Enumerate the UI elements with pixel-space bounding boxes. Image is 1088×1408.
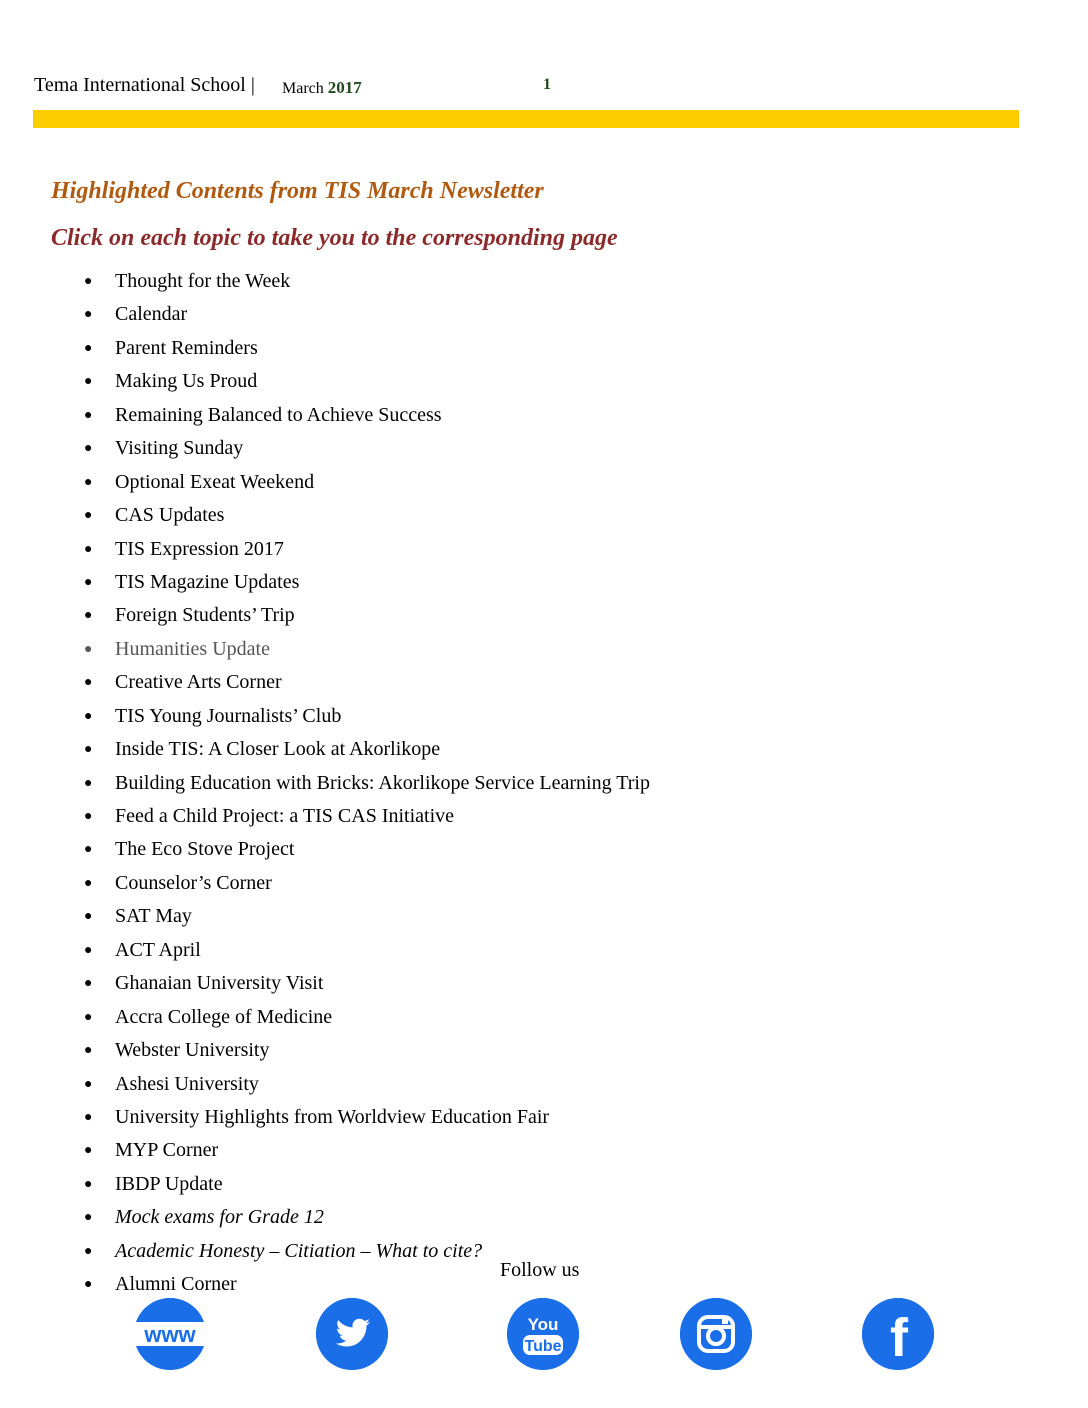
topic-link[interactable] [0, 934, 650, 967]
bullet-icon: ● [84, 1043, 93, 1059]
topic-link[interactable] [0, 1034, 650, 1067]
topic-list [0, 265, 650, 1302]
topic-label: TIS Expression 2017 [115, 537, 284, 560]
topic-label: TIS Magazine Updates [115, 570, 300, 593]
topic-link[interactable] [0, 399, 650, 432]
bullet-icon: ● [84, 942, 93, 958]
topic-label: The Eco Stove Project [115, 838, 295, 861]
youtube-icon[interactable] [507, 1298, 579, 1370]
twitter-icon[interactable] [316, 1298, 388, 1370]
topic-label: Calendar [115, 303, 188, 326]
school-name: Tema International School | [34, 74, 255, 96]
topic-link[interactable] [0, 967, 650, 1000]
topic-label: ACT April [115, 938, 201, 961]
topic-link[interactable] [0, 666, 650, 699]
topic-link[interactable] [0, 867, 650, 900]
issue-date [282, 78, 362, 98]
issue-month: March [282, 80, 324, 97]
bullet-icon: ● [84, 1243, 93, 1259]
bullet-icon: ● [84, 976, 93, 992]
topic-label: Remaining Balanced to Achieve Success [115, 403, 442, 426]
bullet-icon: ● [84, 574, 93, 590]
topic-label: University Highlights from Worldview Education Fair [115, 1105, 550, 1128]
topic-link[interactable] [0, 1168, 650, 1201]
topic-label: Ghanaian University Visit [115, 972, 324, 995]
bullet-icon: ● [84, 842, 93, 858]
bullet-icon: ● [84, 675, 93, 691]
topic-link[interactable] [0, 466, 650, 499]
header-divider-bar [33, 110, 1019, 128]
topic-label: MYP Corner [115, 1139, 219, 1162]
topic-label: Optional Exeat Weekend [115, 470, 315, 493]
topic-link[interactable] [0, 800, 650, 833]
topic-label: Humanities Update [115, 637, 270, 660]
youtube-icon-text-top: You [527, 1315, 559, 1334]
topic-label: Counselor’s Corner [115, 871, 272, 894]
topic-link[interactable] [0, 733, 650, 766]
page-number: 1 [543, 76, 551, 93]
topic-link[interactable] [0, 700, 650, 733]
topic-link[interactable] [0, 599, 650, 632]
facebook-icon-text: f [890, 1308, 908, 1368]
bullet-icon: ● [84, 809, 93, 824]
topic-link[interactable] [0, 432, 650, 465]
bullet-icon: ● [84, 274, 93, 289]
bullet-icon: ● [84, 1109, 93, 1125]
topic-label: Alumni Corner [115, 1273, 237, 1296]
bullet-icon: ● [84, 1009, 93, 1025]
topic-label: Building Education with Bricks: Akorlikope Service Learning Trip [115, 771, 650, 794]
bullet-icon: ● [84, 909, 93, 925]
topic-label: Webster University [115, 1039, 270, 1062]
topic-label: SAT May [115, 905, 192, 928]
topic-label: Inside TIS: A Closer Look at Akorlikope [115, 738, 441, 761]
instruction-heading: Click on each topic to take you to the corresponding page [51, 225, 618, 251]
topic-link[interactable] [0, 1201, 650, 1234]
topic-link[interactable] [0, 1101, 650, 1134]
instagram-icon[interactable] [680, 1298, 752, 1370]
topic-label: Visiting Sunday [115, 437, 244, 460]
topic-link[interactable] [0, 1134, 650, 1167]
bullet-icon: ● [84, 742, 93, 758]
topic-link[interactable] [0, 265, 650, 298]
bullet-icon: ● [84, 1210, 93, 1226]
topic-link[interactable] [0, 767, 650, 800]
bullet-icon: ● [84, 608, 93, 624]
bullet-icon: ● [84, 1143, 93, 1159]
bullet-icon: ● [84, 340, 93, 356]
topic-label: IBDP Update [115, 1172, 223, 1195]
bullet-icon: ● [84, 374, 93, 390]
topic-link[interactable] [0, 633, 650, 666]
topic-link[interactable] [0, 1068, 650, 1101]
topic-link[interactable] [0, 900, 650, 933]
topic-link[interactable] [0, 1001, 650, 1034]
bullet-icon: ● [84, 441, 93, 457]
topic-link[interactable] [0, 499, 650, 532]
topic-label: Foreign Students’ Trip [115, 604, 295, 627]
bullet-icon: ● [84, 474, 93, 490]
topic-label: Ashesi University [115, 1072, 259, 1095]
topic-link[interactable] [0, 332, 650, 365]
bullet-icon: ● [84, 407, 93, 423]
topic-label: Feed a Child Project: a TIS CAS Initiative [115, 805, 455, 827]
youtube-icon-text-bottom: Tube [524, 1338, 562, 1355]
issue-year: 2017 [327, 78, 362, 97]
topic-label: Thought for the Week [115, 270, 291, 292]
bullet-icon: ● [84, 641, 93, 657]
topic-link[interactable] [0, 566, 650, 599]
www-icon[interactable] [134, 1298, 206, 1370]
bullet-icon: ● [84, 541, 93, 557]
topic-label: TIS Young Journalists’ Club [115, 704, 342, 727]
topic-label: Academic Honesty – Citiation – What to cite? [115, 1239, 483, 1262]
bullet-icon: ● [84, 708, 93, 724]
topic-link[interactable] [0, 533, 650, 566]
topic-link[interactable] [0, 365, 650, 398]
bullet-icon: ● [84, 1176, 93, 1192]
topic-link[interactable] [0, 833, 650, 866]
bullet-icon: ● [84, 875, 93, 891]
topic-label: Mock exams for Grade 12 [115, 1206, 324, 1229]
topic-label: CAS Updates [115, 504, 225, 527]
bullet-icon: ● [84, 307, 93, 323]
facebook-icon[interactable] [862, 1298, 934, 1370]
topic-label: Making Us Proud [115, 370, 258, 393]
bullet-icon: ● [84, 1277, 93, 1293]
bullet-icon: ● [84, 775, 93, 791]
follow-us-label: Follow us [500, 1259, 580, 1281]
topic-link[interactable] [0, 298, 650, 331]
page-title: Highlighted Contents from TIS March Newsletter [51, 178, 544, 204]
www-icon-text: www [144, 1322, 196, 1347]
topic-label: Accra College of Medicine [115, 1005, 333, 1028]
bullet-icon: ● [84, 508, 93, 524]
bullet-icon: ● [84, 1076, 93, 1092]
topic-label: Parent Reminders [115, 336, 258, 359]
topic-label: Creative Arts Corner [115, 671, 282, 694]
